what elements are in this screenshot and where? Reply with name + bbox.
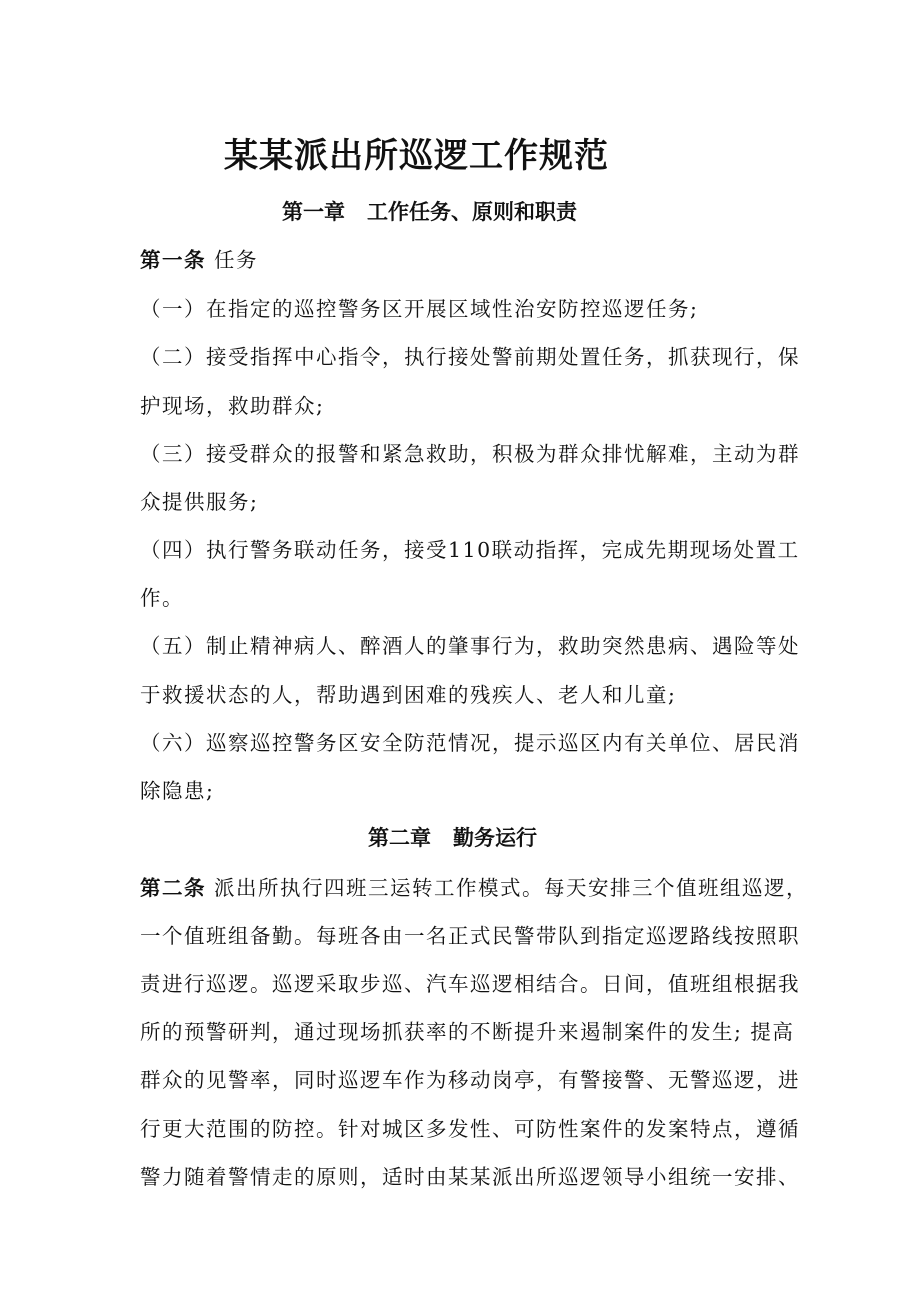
text-line: 责进行巡逻。巡逻采取步巡、汽车巡逻相结合。日间，值班组根据我 [140,972,800,996]
chapter-number: 第一章 [282,199,345,224]
article-label: 第二条 [140,876,206,900]
article-text: 派出所执行四班三运转工作模式。每天安排三个值班组巡逻， [214,876,809,900]
text-line: （三）接受群众的报警和紧急救助，积极为群众排忧解难，主动为群 [140,442,800,466]
text-line: 所的预警研判，通过现场抓获率的不断提升来遏制案件的发生; 提高 [140,1020,795,1044]
text-line: 作。 [140,586,184,610]
text-line: 警力随着警情走的原则，适时由某某派出所巡逻领导小组统一安排、 [140,1165,800,1189]
article-label: 第一条 [140,248,206,272]
chapter-number: 第二章 [368,825,431,850]
chapter-one-heading [282,196,577,226]
text-line: 群众的见警率，同时巡逻车作为移动岗亭，有警接警、无警巡逻，进 [140,1068,800,1092]
chapter-two-heading [368,822,537,852]
text-line: 于救援状态的人，帮助遇到困难的残疾人、老人和儿童; [140,683,677,707]
text-line: （五）制止精神病人、醉酒人的肇事行为，救助突然患病、遇险等处 [140,634,800,658]
text-line: 行更大范围的防控。针对城区多发性、可防性案件的发案特点，遵循 [140,1117,800,1141]
text-line: 一个值班组备勤。每班各由一名正式民警带队到指定巡逻路线按照职 [140,924,800,948]
chapter-name: 勤务运行 [453,825,537,850]
text-line: 众提供服务; [140,490,259,514]
article-first-line [140,871,809,901]
article-heading [140,243,258,273]
text-line: （四）执行警务联动任务，接受110联动指挥，完成先期现场处置工 [140,538,800,562]
text-line: （二）接受指挥中心指令，执行接处警前期处置任务，抓获现行，保 [140,345,800,369]
document-title: 某某派出所巡逻工作规范 [224,136,609,176]
text-line: 除隐患; [140,779,215,803]
text-line: （六）巡察巡控警务区安全防范情况，提示巡区内有关单位、居民消 [140,731,800,755]
text-line: （一）在指定的巡控警务区开展区域性治安防控巡逻任务; [140,297,699,321]
chapter-name: 工作任务、原则和职责 [367,199,577,224]
text-line: 护现场，救助群众; [140,394,325,418]
article-heading-text: 任务 [214,248,259,272]
